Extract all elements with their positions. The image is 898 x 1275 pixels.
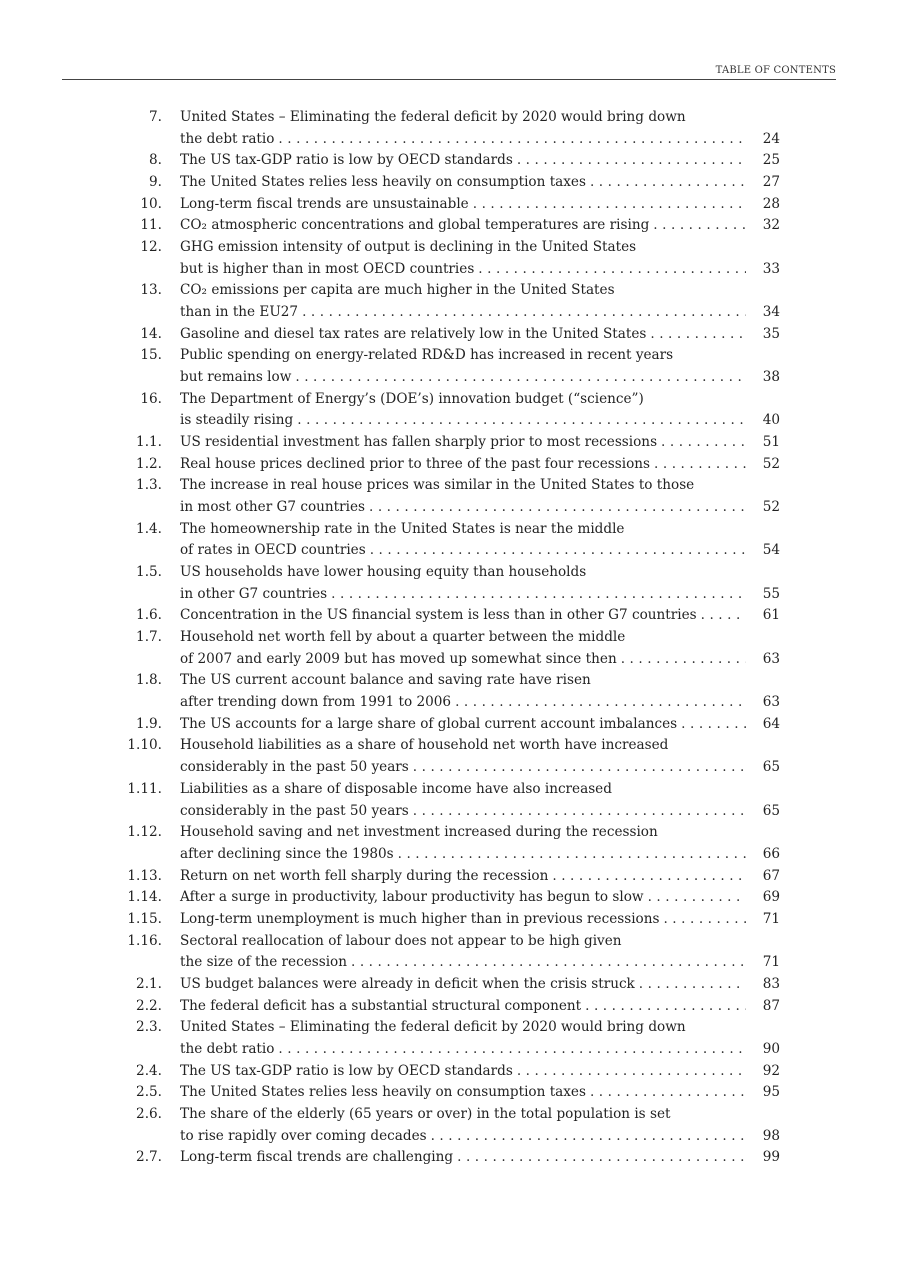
entry-number: 2.2. <box>136 997 162 1014</box>
entry-title-line <box>180 584 780 606</box>
header-rule <box>62 79 836 80</box>
entry-title-line <box>180 389 780 411</box>
entry-number: 10. <box>140 195 162 212</box>
entry-title-line <box>180 259 780 281</box>
toc-entry[interactable] <box>110 822 780 865</box>
entry-number: 1.3. <box>136 477 162 494</box>
entry-number: 1.1. <box>136 434 162 451</box>
entry-page-number[interactable]: 63 <box>762 694 780 711</box>
entry-page-number[interactable]: 95 <box>762 1084 780 1101</box>
entry-title <box>180 909 780 931</box>
entry-page-number[interactable]: 52 <box>762 455 780 472</box>
entry-title <box>180 779 780 822</box>
entry-title-text: after declining since the 1980s <box>180 845 394 862</box>
entry-title <box>180 519 780 562</box>
entry-title-text: in other G7 countries <box>180 585 328 602</box>
toc-entry[interactable] <box>110 670 780 713</box>
entry-page-number[interactable]: 27 <box>762 174 780 191</box>
entry-number: 7. <box>149 109 162 125</box>
entry-number: 1.11. <box>127 780 162 797</box>
entry-title-text: Liabilities as a share of disposable income have also increased <box>180 780 612 797</box>
entry-number: 8. <box>149 152 162 169</box>
entry-number: 16. <box>140 390 162 407</box>
entry-title-line <box>180 1061 780 1083</box>
toc-entry[interactable] <box>110 887 780 909</box>
toc-entry[interactable] <box>110 909 780 931</box>
entry-title-line <box>180 129 780 151</box>
toc-entry[interactable] <box>110 1082 780 1104</box>
entry-page-number[interactable]: 61 <box>762 607 780 624</box>
entry-page-number[interactable]: 69 <box>762 889 780 906</box>
toc-entry[interactable] <box>110 779 780 822</box>
entry-title-text: The homeownership rate in the United States is near the middle <box>180 520 625 537</box>
entry-page-number[interactable]: 25 <box>762 152 780 169</box>
entry-title-line <box>180 866 780 888</box>
entry-title <box>180 562 780 605</box>
entry-page-number[interactable]: 40 <box>762 412 780 429</box>
entry-number: 13. <box>140 282 162 299</box>
entry-title-text: The United States relies less heavily on consumption taxes <box>180 174 586 191</box>
entry-title <box>180 887 780 909</box>
toc-entry[interactable] <box>110 735 780 778</box>
entry-title-text: The Department of Energy’s (DOE’s) innovation budget (“science”) <box>180 390 644 407</box>
dot-leader <box>297 410 746 432</box>
entry-title-line <box>180 692 780 714</box>
dot-leader <box>517 150 746 172</box>
entry-title-text: than in the EU27 <box>180 304 299 321</box>
entry-page-number[interactable]: 51 <box>762 434 780 451</box>
entry-title-line <box>180 107 780 129</box>
toc-entry[interactable] <box>110 215 780 237</box>
entry-page-number[interactable]: 64 <box>762 715 780 732</box>
entry-title-text: US households have lower housing equity than households <box>180 564 587 581</box>
entry-page-number[interactable]: 33 <box>762 260 780 277</box>
toc-entry[interactable] <box>110 931 780 974</box>
entry-number: 2.4. <box>136 1062 162 1079</box>
entry-title-text: US residential investment has fallen sharply prior to most recessions <box>180 434 658 451</box>
entry-title-line <box>180 714 780 736</box>
dot-leader <box>590 172 746 194</box>
running-header: TABLE OF CONTENTS <box>715 65 836 76</box>
entry-page-number[interactable]: 92 <box>762 1062 780 1079</box>
entry-title <box>180 1147 780 1169</box>
entry-number: 1.7. <box>136 629 162 646</box>
entry-title-line <box>180 931 780 953</box>
entry-title <box>180 1061 780 1083</box>
entry-title-line <box>180 974 780 996</box>
entry-title-text: CO₂ emissions per capita are much higher in the United States <box>180 282 615 299</box>
toc-entry[interactable] <box>110 714 780 736</box>
entry-page-number[interactable]: 71 <box>762 910 780 927</box>
toc-entry[interactable] <box>110 996 780 1018</box>
entry-title-line <box>180 150 780 172</box>
toc-entry[interactable] <box>110 866 780 888</box>
toc-entry[interactable] <box>110 974 780 996</box>
entry-title <box>180 215 780 237</box>
entry-page-number[interactable]: 66 <box>762 845 780 862</box>
entry-title-text: the size of the recession <box>180 954 347 971</box>
entry-title <box>180 172 780 194</box>
entry-page-number[interactable]: 90 <box>762 1040 780 1057</box>
entry-number: 1.12. <box>127 824 162 841</box>
entry-title <box>180 1104 780 1147</box>
entry-title-text: in most other G7 countries <box>180 499 365 516</box>
entry-title-text: The increase in real house prices was similar in the United States to those <box>180 477 695 494</box>
entry-title-line <box>180 237 780 259</box>
entry-title <box>180 454 780 476</box>
entry-number: 2.7. <box>136 1149 162 1166</box>
dot-leader <box>413 801 746 823</box>
entry-title-text: considerably in the past 50 years <box>180 759 409 776</box>
entry-title-text: Gasoline and diesel tax rates are relatively low in the United States <box>180 325 647 342</box>
entry-title-line <box>180 1039 780 1061</box>
entry-title-line <box>180 649 780 671</box>
entry-page-number[interactable]: 83 <box>762 975 780 992</box>
entry-title <box>180 605 780 627</box>
entry-title <box>180 931 780 974</box>
entry-number: 1.15. <box>127 910 162 927</box>
entry-page-number[interactable]: 28 <box>762 195 780 212</box>
entry-page-number[interactable]: 24 <box>762 130 780 147</box>
entry-title <box>180 237 780 280</box>
entry-title-line <box>180 367 780 389</box>
entry-title-text: the debt ratio <box>180 130 275 147</box>
entry-page-number[interactable]: 65 <box>762 759 780 776</box>
entry-title <box>180 670 780 713</box>
entry-number: 15. <box>140 347 162 364</box>
dot-leader <box>650 324 746 346</box>
entry-title-line <box>180 801 780 823</box>
dot-leader <box>701 605 746 627</box>
entry-title-text: The US current account balance and saving rate have risen <box>180 672 591 689</box>
toc-entry[interactable] <box>110 324 780 346</box>
entry-title-text: Long-term fiscal trends are unsustainable <box>180 195 469 212</box>
entry-title-text: United States – Eliminating the federal deficit by 2020 would bring down <box>180 109 686 125</box>
entry-number: 1.4. <box>136 520 162 537</box>
toc-entry[interactable] <box>110 237 780 280</box>
entry-title-line <box>180 757 780 779</box>
table-of-contents-list <box>110 107 780 1169</box>
entry-number: 12. <box>140 239 162 256</box>
dot-leader <box>654 454 746 476</box>
entry-title-line <box>180 779 780 801</box>
entry-title-line <box>180 996 780 1018</box>
entry-page-number[interactable]: 98 <box>762 1127 780 1144</box>
entry-page-number[interactable]: 87 <box>762 997 780 1014</box>
entry-title-text: to rise rapidly over coming decades <box>180 1127 427 1144</box>
entry-title-text: Public spending on energy-related RD&D has increased in recent years <box>180 347 674 364</box>
dot-leader <box>369 497 746 519</box>
entry-title-line <box>180 194 780 216</box>
entry-title-line <box>180 540 780 562</box>
entry-title-text: Sectoral reallocation of labour does not appear to be high given <box>180 932 622 949</box>
entry-title-line <box>180 280 780 302</box>
entry-title <box>180 866 780 888</box>
entry-title-text: The US tax-GDP ratio is low by OECD standards <box>180 152 513 169</box>
entry-title-line <box>180 1126 780 1148</box>
entry-title-text: Return on net worth fell sharply during the recession <box>180 867 549 884</box>
toc-entry[interactable] <box>110 432 780 454</box>
entry-page-number[interactable]: 63 <box>762 650 780 667</box>
dot-leader <box>552 866 746 888</box>
toc-entry[interactable] <box>110 1147 780 1169</box>
entry-title-text: Concentration in the US financial system is less than in other G7 countries <box>180 607 697 624</box>
entry-title-text: Household saving and net investment increased during the recession <box>180 824 658 841</box>
entry-title <box>180 107 780 150</box>
entry-title-line <box>180 822 780 844</box>
dot-leader <box>661 432 746 454</box>
dot-leader <box>517 1061 746 1083</box>
entry-title <box>180 996 780 1018</box>
entry-number: 1.14. <box>127 889 162 906</box>
entry-title-text: The United States relies less heavily on consumption taxes <box>180 1084 586 1101</box>
dot-leader <box>663 909 746 931</box>
entry-title-line <box>180 324 780 346</box>
entry-title-line <box>180 172 780 194</box>
toc-entry[interactable] <box>110 605 780 627</box>
entry-title-text: United States – Eliminating the federal deficit by 2020 would bring down <box>180 1019 686 1036</box>
entry-page-number[interactable]: 34 <box>762 304 780 321</box>
entry-title <box>180 432 780 454</box>
entry-title-line <box>180 909 780 931</box>
entry-title-line <box>180 1082 780 1104</box>
entry-title-line <box>180 302 780 324</box>
entry-title <box>180 280 780 323</box>
dot-leader <box>398 844 746 866</box>
entry-page-number[interactable]: 65 <box>762 802 780 819</box>
entry-number: 1.6. <box>136 607 162 624</box>
entry-title-line <box>180 497 780 519</box>
dot-leader <box>302 302 746 324</box>
entry-title <box>180 345 780 388</box>
toc-entry[interactable] <box>110 389 780 432</box>
entry-number: 1.10. <box>127 737 162 754</box>
entry-number: 9. <box>149 174 162 191</box>
entry-title <box>180 1082 780 1104</box>
entry-title-text: but is higher than in most OECD countries <box>180 260 475 277</box>
entry-title-text: after trending down from 1991 to 2006 <box>180 694 452 711</box>
dot-leader <box>648 887 746 909</box>
entry-title-text: Long-term unemployment is much higher than in previous recessions <box>180 910 660 927</box>
entry-number: 1.13. <box>127 867 162 884</box>
entry-title-text: of rates in OECD countries <box>180 542 366 559</box>
entry-number: 1.8. <box>136 672 162 689</box>
toc-entry[interactable] <box>110 150 780 172</box>
entry-page-number[interactable]: 35 <box>762 325 780 342</box>
entry-title-line <box>180 844 780 866</box>
entry-title-line <box>180 215 780 237</box>
entry-title <box>180 194 780 216</box>
entry-number: 1.2. <box>136 455 162 472</box>
entry-title <box>180 974 780 996</box>
toc-entry[interactable] <box>110 562 780 605</box>
entry-page-number[interactable]: 55 <box>762 585 780 602</box>
toc-entry[interactable] <box>110 345 780 388</box>
dot-leader <box>639 974 746 996</box>
entry-title-text: Real house prices declined prior to three of the past four recessions <box>180 455 651 472</box>
dot-leader <box>278 1039 746 1061</box>
toc-entry[interactable] <box>110 519 780 562</box>
entry-title <box>180 324 780 346</box>
entry-title-line <box>180 432 780 454</box>
entry-title-text: Household liabilities as a share of household net worth have increased <box>180 737 669 754</box>
dot-leader <box>621 649 746 671</box>
entry-title-line <box>180 887 780 909</box>
entry-title <box>180 1017 780 1060</box>
entry-title-line <box>180 454 780 476</box>
dot-leader <box>278 129 746 151</box>
entry-title-text: The federal deficit has a substantial structural component <box>180 997 582 1014</box>
entry-title-line <box>180 1147 780 1169</box>
dot-leader <box>681 714 746 736</box>
entry-title-line <box>180 562 780 584</box>
dot-leader <box>295 367 746 389</box>
entry-page-number[interactable]: 32 <box>762 217 780 234</box>
entry-title-line <box>180 952 780 974</box>
entry-page-number[interactable]: 54 <box>762 542 780 559</box>
entry-title-text: but remains low <box>180 369 292 386</box>
dot-leader <box>473 194 746 216</box>
entry-title-text: the debt ratio <box>180 1040 275 1057</box>
dot-leader <box>585 996 746 1018</box>
dot-leader <box>455 692 746 714</box>
toc-entry[interactable] <box>110 280 780 323</box>
entry-title-line <box>180 627 780 649</box>
entry-title-line <box>180 410 780 432</box>
toc-entry[interactable] <box>110 1017 780 1060</box>
entry-title-line <box>180 1104 780 1126</box>
toc-entry[interactable] <box>110 172 780 194</box>
entry-page-number[interactable]: 99 <box>762 1149 780 1166</box>
entry-number: 1.16. <box>127 932 162 949</box>
dot-leader <box>370 540 746 562</box>
entry-number: 11. <box>140 217 162 234</box>
dot-leader <box>653 215 746 237</box>
entry-number: 2.6. <box>136 1105 162 1122</box>
dot-leader <box>478 259 746 281</box>
entry-title-line <box>180 519 780 541</box>
dot-leader <box>413 757 746 779</box>
entry-title-text: is steadily rising <box>180 412 294 429</box>
entry-title-text: GHG emission intensity of output is declining in the United States <box>180 239 637 256</box>
entry-title-text: Household net worth fell by about a quarter between the middle <box>180 629 626 646</box>
entry-title-text: After a surge in productivity, labour productivity has begun to slow <box>180 889 644 906</box>
entry-number: 2.3. <box>136 1019 162 1036</box>
entry-page-number[interactable]: 67 <box>762 867 780 884</box>
entry-title-text: The US accounts for a large share of global current account imbalances <box>180 715 678 732</box>
toc-entry[interactable] <box>110 475 780 518</box>
entry-title-text: of 2007 and early 2009 but has moved up somewhat since then <box>180 650 617 667</box>
entry-title <box>180 389 780 432</box>
entry-title-text: Long-term fiscal trends are challenging <box>180 1149 454 1166</box>
entry-title <box>180 627 780 670</box>
entry-title-line <box>180 475 780 497</box>
toc-entry[interactable] <box>110 1061 780 1083</box>
toc-entry[interactable] <box>110 194 780 216</box>
toc-entry[interactable] <box>110 627 780 670</box>
entry-title-text: US budget balances were already in deficit when the crisis struck <box>180 975 635 992</box>
dot-leader <box>590 1082 746 1104</box>
entry-title-line <box>180 735 780 757</box>
toc-entry[interactable] <box>110 1104 780 1147</box>
entry-page-number[interactable]: 38 <box>762 369 780 386</box>
dot-leader <box>431 1126 746 1148</box>
entry-page-number[interactable]: 52 <box>762 499 780 516</box>
entry-title-text: The share of the elderly (65 years or over) in the total population is set <box>180 1105 671 1122</box>
entry-number: 2.1. <box>136 975 162 992</box>
entry-title <box>180 475 780 518</box>
entry-title <box>180 735 780 778</box>
dot-leader <box>351 952 746 974</box>
entry-title-line <box>180 605 780 627</box>
entry-title-line <box>180 670 780 692</box>
entry-title-text: considerably in the past 50 years <box>180 802 409 819</box>
entry-title-text: CO₂ atmospheric concentrations and global temperatures are rising <box>180 217 650 234</box>
entry-number: 2.5. <box>136 1084 162 1101</box>
entry-number: 1.9. <box>136 715 162 732</box>
entry-title-line <box>180 1017 780 1039</box>
entry-title <box>180 150 780 172</box>
dot-leader <box>331 584 746 606</box>
entry-title <box>180 714 780 736</box>
dot-leader <box>457 1147 746 1169</box>
toc-entry[interactable] <box>110 454 780 476</box>
entry-number: 1.5. <box>136 564 162 581</box>
entry-title-text: The US tax-GDP ratio is low by OECD standards <box>180 1062 513 1079</box>
entry-title-line <box>180 345 780 367</box>
entry-page-number[interactable]: 71 <box>762 954 780 971</box>
entry-title <box>180 822 780 865</box>
entry-number: 14. <box>140 325 162 342</box>
toc-entry[interactable] <box>110 107 780 150</box>
